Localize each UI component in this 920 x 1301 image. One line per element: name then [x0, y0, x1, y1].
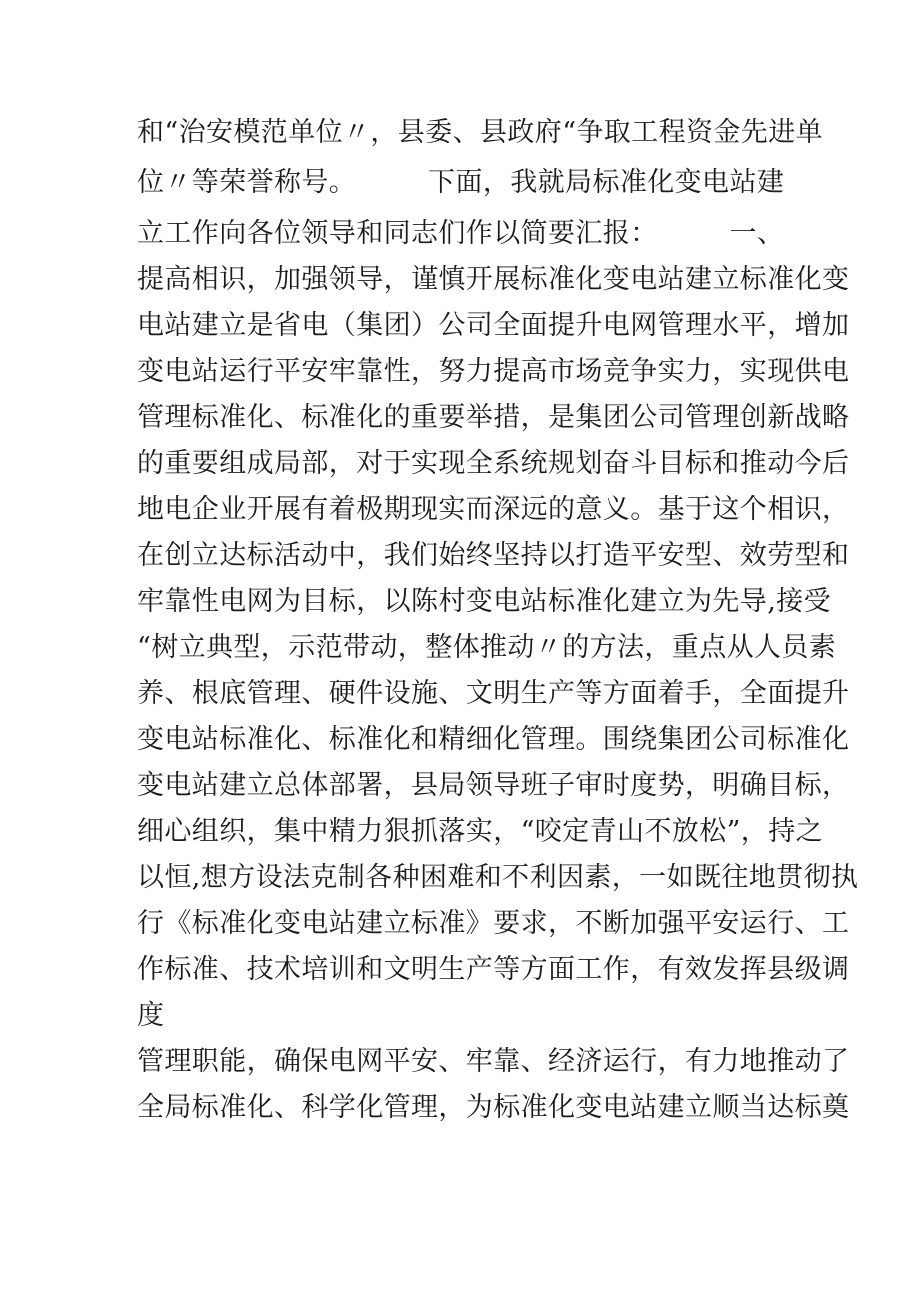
paragraph-line-18: 行《标准化变电站建立标准》要求，不断加强平安运行、工: [137, 908, 850, 939]
paragraph-line-5: 电站建立是省电（集团）公司全面提升电网管理水平，增加: [137, 310, 850, 341]
paragraph-line-14: 变电站标准化、标准化和精细化管理。围绕集团公司标准化: [137, 724, 850, 755]
paragraph-line-1: 和“治安模范单位〃，县委、县政府“争取工程资金先进单: [137, 117, 824, 148]
paragraph-line-10: 在创立达标活动中，我们始终坚持以打造平安型、效劳型和: [137, 540, 850, 571]
paragraph-line-11: 牢靠性电网为目标，以陈村变电站标准化建立为先导,接受: [137, 586, 831, 617]
paragraph-line-15: 变电站建立总体部署，县局领导班子审时度势，明确目标，: [137, 770, 850, 801]
paragraph-line-21: 管理职能，确保电网平安、牢靠、经济运行，有力地推动了: [137, 1046, 850, 1077]
paragraph-line-7: 管理标准化、标准化的重要举措，是集团公司管理创新战略: [137, 402, 850, 433]
paragraph-line-8: 的重要组成局部，对于实现全系统规划奋斗目标和推动今后: [137, 448, 850, 479]
paragraph-line-16: 细心组织，集中精力狠抓落实，“咬定青山不放松”，持之: [137, 816, 824, 847]
paragraph-line-9: 地电企业开展有着极期现实而深远的意义。基于这个相识，: [137, 494, 850, 525]
paragraph-line-3: 立工作向各位领导和同志们作以简要汇报： 一、: [137, 218, 785, 249]
paragraph-line-20: 度: [137, 1000, 165, 1031]
paragraph-line-12: “树立典型，示范带动，整体推动〃的方法，重点从人员素: [137, 632, 837, 663]
paragraph-line-6: 变电站运行平安牢靠性，努力提高市场竞争实力，实现供电: [137, 356, 850, 387]
paragraph-line-4: 提高相识，加强领导，谨慎开展标准化变电站建立标准化变: [137, 264, 850, 295]
paragraph-line-13: 养、根底管理、硬件设施、文明生产等方面着手，全面提升: [137, 678, 850, 709]
paragraph-line-19: 作标准、技术培训和文明生产等方面工作，有效发挥县级调: [137, 954, 850, 985]
paragraph-line-17: 以恒,想方设法克制各种困难和不利因素，一如既往地贯彻执: [137, 862, 859, 893]
paragraph-line-2: 位〃等荣誉称号。 下面，我就局标准化变电站建: [137, 167, 785, 198]
paragraph-line-22: 全局标准化、科学化管理，为标准化变电站建立顺当达标奠: [137, 1092, 850, 1123]
